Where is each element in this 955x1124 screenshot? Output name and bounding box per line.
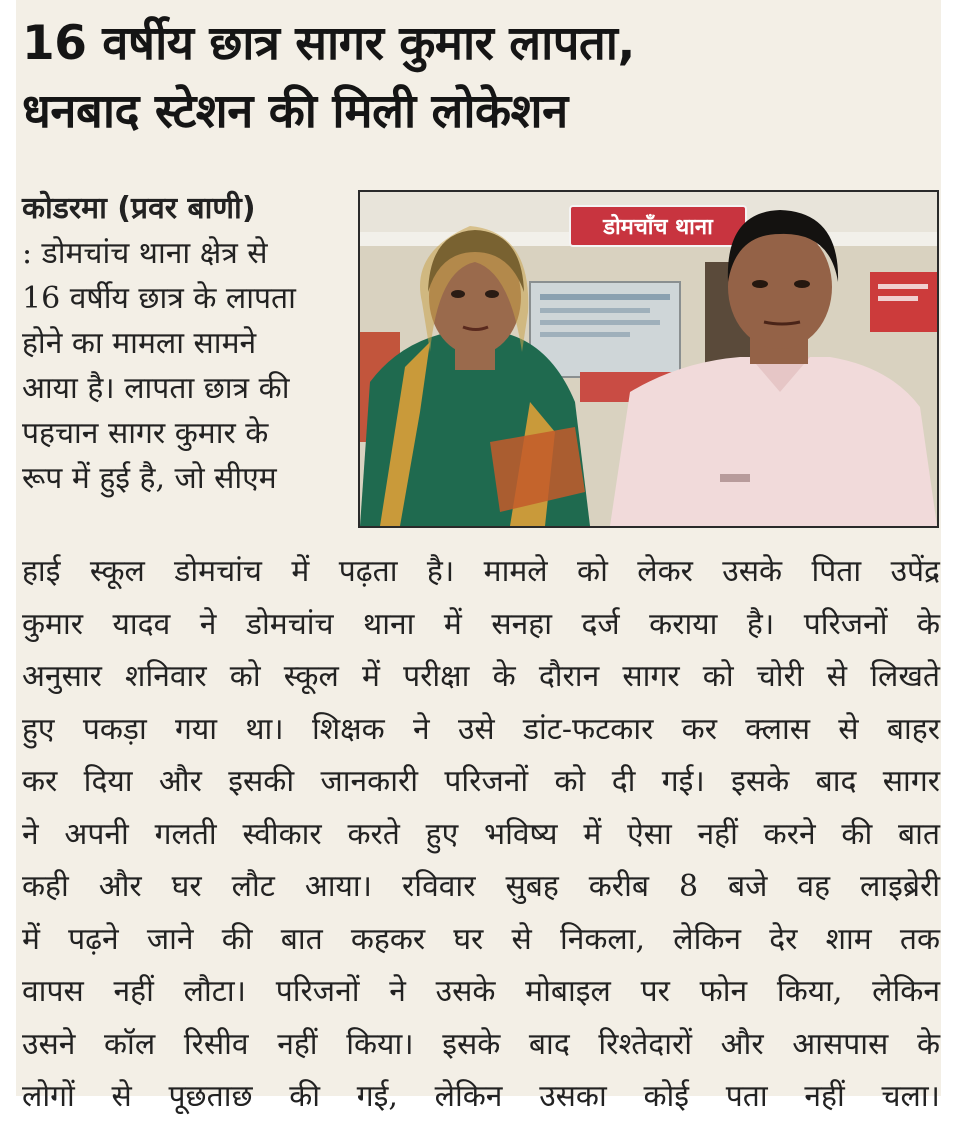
lead-column xyxy=(22,186,354,501)
lead-line: होने का मामला सामने xyxy=(22,326,257,361)
headline-line-2: धनबाद स्टेशन की मिली लोकेशन xyxy=(22,84,568,139)
headline xyxy=(22,10,937,146)
article-body xyxy=(22,546,940,1124)
station-sign: डोमचाँच थाना xyxy=(603,215,713,240)
lead-line: 16 वर्षीय छात्र के लापता xyxy=(22,281,296,316)
body-line: ने अपनी गलती स्वीकार करते हुए भविष्य में ऐसा नहीं करने की बात xyxy=(22,816,940,852)
lead-line: आया है। लापता छात्र की xyxy=(22,371,290,406)
body-line: उसने कॉल रिसीव नहीं किया। इसके बाद रिश्तेदारों और आसपास के xyxy=(22,1026,941,1062)
lead-line: पहचान सागर कुमार के xyxy=(22,416,269,451)
body-line: हाई स्कूल डोमचांच में पढ़ता है। मामले को लेकर उसके पिता उपेंद्र xyxy=(22,554,940,589)
body-line: में पढ़ने जाने की बात कहकर घर से निकला, लेकिन देर शाम तक xyxy=(22,921,940,957)
body-line: हुए पकड़ा गया था। शिक्षक ने उसे डांट-फटकार कर क्लास से बाहर xyxy=(22,711,940,747)
body-line: कुमार यादव ने डोमचांच थाना में सनहा दर्ज कराया है। परिजनों के xyxy=(22,606,940,642)
dateline: कोडरमा (प्रवर बाणी) xyxy=(22,191,256,226)
newspaper-clipping xyxy=(16,0,941,1114)
news-photo xyxy=(358,190,939,528)
body-line: कर दिया और इसकी जानकारी परिजनों को दी गई। इसके बाद सागर xyxy=(22,764,940,799)
body-line: अनुसार शनिवार को स्कूल में परीक्षा के दौरान सागर को चोरी से लिखते xyxy=(22,659,940,694)
headline-line-1: 16 वर्षीय छात्र सागर कुमार लापता, xyxy=(22,16,635,71)
body-line: लोगों से पूछताछ की गई, लेकिन उसका कोई पता नहीं चला। xyxy=(22,1079,940,1114)
body-line: कही और घर लौट आया। रविवार सुबह करीब 8 बजे वह लाइब्रेरी xyxy=(22,869,940,904)
photo-illustration xyxy=(360,192,937,526)
lead-line: : डोमचांच थाना क्षेत्र से xyxy=(22,236,268,271)
body-line: वापस नहीं लौटा। परिजनों ने उसके मोबाइल पर फोन किया, लेकिन xyxy=(22,974,940,1009)
lead-line: रूप में हुई है, जो सीएम xyxy=(22,461,277,496)
